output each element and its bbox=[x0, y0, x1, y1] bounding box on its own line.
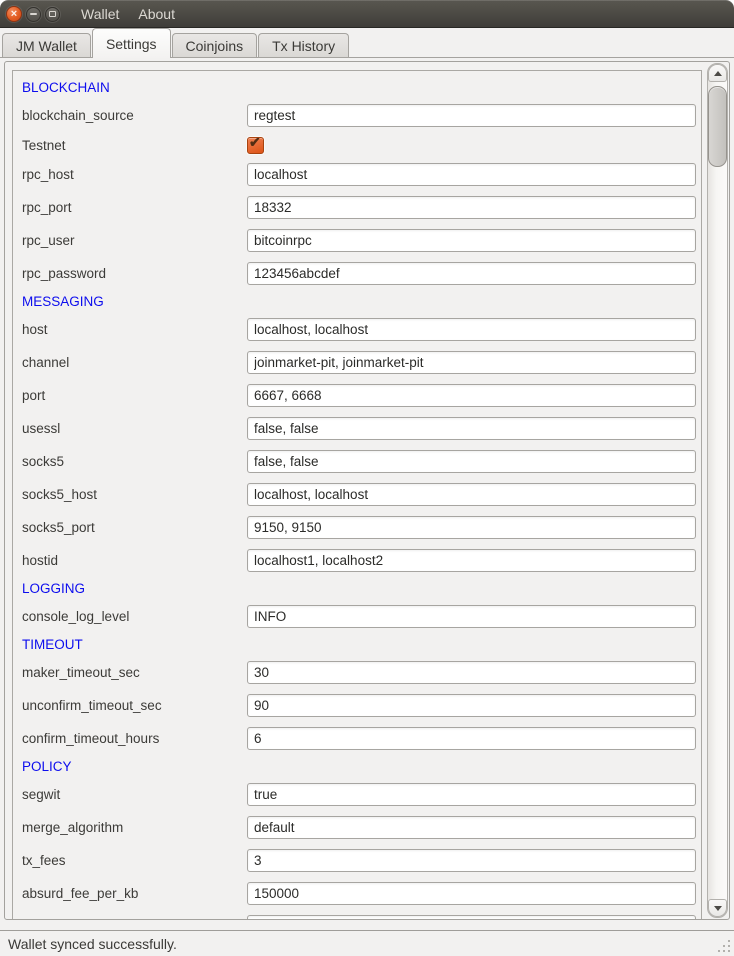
settings-field-row bbox=[13, 882, 701, 905]
field-input-segwit[interactable] bbox=[247, 783, 696, 806]
field-input-socks5-host[interactable] bbox=[247, 483, 696, 506]
field-input-usessl[interactable] bbox=[247, 417, 696, 440]
maximize-button[interactable] bbox=[45, 7, 60, 22]
field-label: Testnet bbox=[22, 137, 66, 153]
menu-wallet[interactable]: Wallet bbox=[81, 6, 120, 22]
settings-field-row bbox=[13, 849, 701, 872]
field-input-absurd-fee-per-kb[interactable] bbox=[247, 882, 696, 905]
scroll-down-button[interactable] bbox=[708, 899, 727, 917]
field-label: blockchain_source bbox=[22, 108, 134, 123]
field-label: host bbox=[22, 322, 48, 337]
settings-field-row bbox=[13, 262, 701, 285]
field-label: absurd_fee_per_kb bbox=[22, 886, 139, 901]
titlebar bbox=[0, 0, 734, 28]
settings-field-row bbox=[13, 384, 701, 407]
field-label: rpc_port bbox=[22, 200, 72, 215]
field-input-rpc-host[interactable] bbox=[247, 163, 696, 186]
checkbox-check-icon: ✔ bbox=[249, 133, 261, 150]
section-header-messaging: MESSAGING bbox=[22, 294, 104, 309]
settings-field-row bbox=[13, 229, 701, 252]
field-label: port bbox=[22, 388, 46, 403]
settings-field-row bbox=[13, 417, 701, 440]
field-label: usessl bbox=[22, 421, 61, 436]
tab-bar bbox=[0, 28, 734, 57]
settings-field-row bbox=[13, 661, 701, 684]
vertical-scrollbar[interactable] bbox=[707, 63, 728, 918]
field-input-host[interactable] bbox=[247, 318, 696, 341]
field-input-port[interactable] bbox=[247, 384, 696, 407]
field-input-rpc-password[interactable] bbox=[247, 262, 696, 285]
field-label: confirm_timeout_hours bbox=[22, 731, 160, 746]
settings-field-row bbox=[13, 318, 701, 341]
field-input-unconfirm-timeout-sec[interactable] bbox=[247, 694, 696, 717]
field-label: merge_algorithm bbox=[22, 820, 124, 835]
status-message: Wallet synced successfully. bbox=[8, 935, 177, 952]
field-input-hostid[interactable] bbox=[247, 549, 696, 572]
minimize-button[interactable] bbox=[26, 7, 41, 22]
settings-field-row bbox=[13, 196, 701, 219]
settings-field-row bbox=[13, 605, 701, 628]
field-label: maker_timeout_sec bbox=[22, 665, 140, 680]
tab-tx-history[interactable]: Tx History bbox=[258, 33, 349, 57]
field-label: rpc_password bbox=[22, 266, 107, 281]
section-header-blockchain: BLOCKCHAIN bbox=[22, 80, 110, 95]
close-icon: × bbox=[10, 7, 18, 20]
field-label: console_log_level bbox=[22, 609, 130, 624]
maximize-icon bbox=[49, 11, 56, 17]
testnet-checkbox[interactable] bbox=[247, 133, 264, 154]
section-header-policy: POLICY bbox=[22, 759, 72, 774]
settings-field-row bbox=[13, 351, 701, 374]
field-input-console-log-level[interactable] bbox=[247, 605, 696, 628]
scrollbar-track[interactable] bbox=[707, 63, 728, 918]
field-label: socks5_port bbox=[22, 520, 95, 535]
settings-field-row bbox=[13, 483, 701, 506]
settings-tab-pane bbox=[0, 57, 734, 931]
settings-viewport bbox=[5, 62, 707, 919]
field-label: tx_fees bbox=[22, 853, 66, 868]
field-input-blockchain-source[interactable] bbox=[247, 104, 696, 127]
settings-field-row bbox=[13, 727, 701, 750]
scrollbar-thumb[interactable] bbox=[708, 86, 727, 167]
field-input-socks5-port[interactable] bbox=[247, 516, 696, 539]
field-label: rpc_user bbox=[22, 233, 75, 248]
settings-field-row bbox=[13, 163, 701, 186]
field-label: hostid bbox=[22, 553, 59, 568]
menu-about[interactable]: About bbox=[138, 6, 175, 22]
scroll-down-icon bbox=[714, 906, 722, 911]
field-input-rpc-user[interactable] bbox=[247, 229, 696, 252]
field-input-partial[interactable] bbox=[247, 915, 696, 919]
field-input-tx-fees[interactable] bbox=[247, 849, 696, 872]
settings-field-row bbox=[13, 516, 701, 539]
tab-coinjoins[interactable]: Coinjoins bbox=[172, 33, 258, 57]
settings-field-row bbox=[13, 133, 701, 153]
field-input-confirm-timeout-hours[interactable] bbox=[247, 727, 696, 750]
field-input-socks5[interactable] bbox=[247, 450, 696, 473]
status-bar bbox=[0, 931, 734, 956]
settings-field-row bbox=[13, 915, 701, 919]
resize-grip-icon[interactable] bbox=[718, 940, 730, 952]
settings-form bbox=[12, 70, 702, 919]
field-input-maker-timeout-sec[interactable] bbox=[247, 661, 696, 684]
scroll-up-icon bbox=[714, 71, 722, 76]
field-label: unconfirm_timeout_sec bbox=[22, 698, 162, 713]
settings-scroll-area bbox=[4, 61, 730, 920]
tab-jm-wallet[interactable]: JM Wallet bbox=[2, 33, 91, 57]
scroll-up-button[interactable] bbox=[708, 64, 727, 82]
menubar bbox=[81, 0, 175, 28]
close-button[interactable] bbox=[6, 6, 22, 22]
minimize-icon bbox=[30, 13, 37, 15]
field-label: channel bbox=[22, 355, 70, 370]
settings-field-row bbox=[13, 816, 701, 839]
field-label: rpc_host bbox=[22, 167, 74, 182]
section-header-logging: LOGGING bbox=[22, 581, 86, 596]
section-header-timeout: TIMEOUT bbox=[22, 637, 83, 652]
field-input-rpc-port[interactable] bbox=[247, 196, 696, 219]
field-label: socks5_host bbox=[22, 487, 98, 502]
settings-field-row bbox=[13, 694, 701, 717]
settings-field-row bbox=[13, 450, 701, 473]
field-label: segwit bbox=[22, 787, 61, 802]
tab-settings[interactable]: Settings bbox=[92, 28, 171, 58]
field-label: socks5 bbox=[22, 454, 65, 469]
field-input-merge-algorithm[interactable] bbox=[247, 816, 696, 839]
settings-field-row bbox=[13, 549, 701, 572]
settings-field-row bbox=[13, 783, 701, 806]
field-input-channel[interactable] bbox=[247, 351, 696, 374]
settings-field-row bbox=[13, 104, 701, 127]
